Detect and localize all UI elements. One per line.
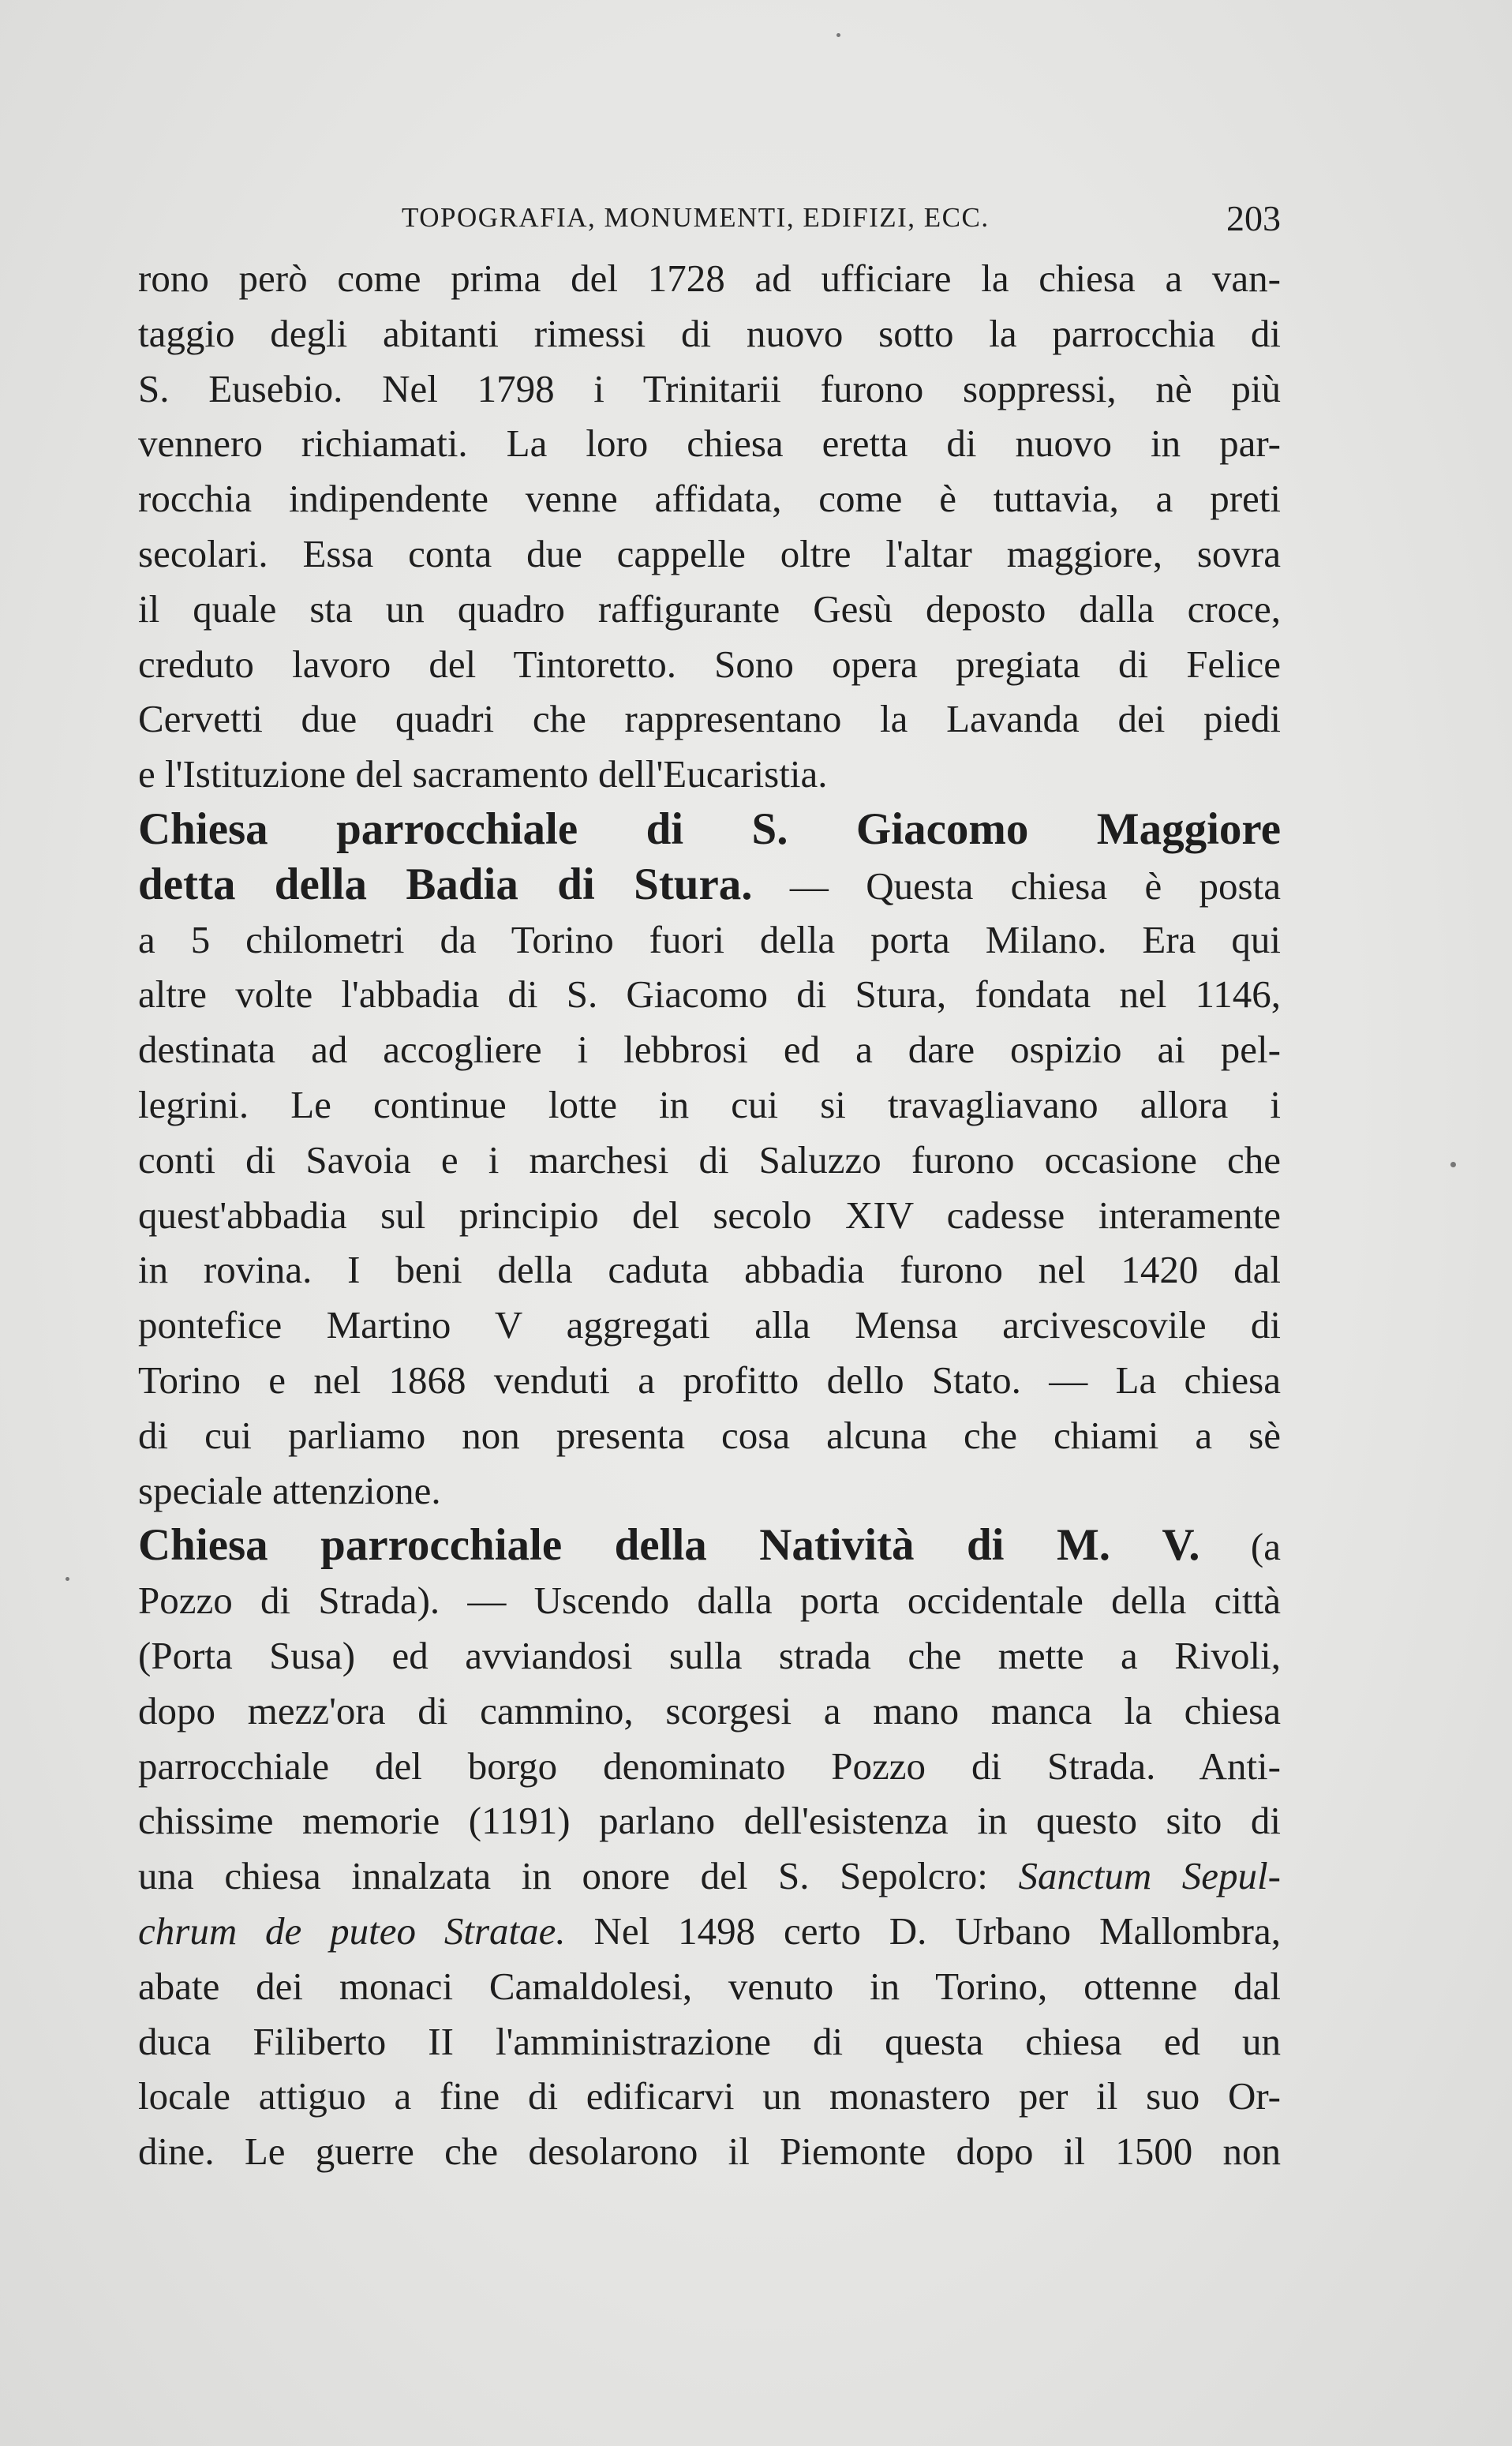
paper-speck [1450, 1162, 1456, 1167]
text-line: il quale sta un quadro raffigurante Gesù deposto dalla croce, [138, 586, 1281, 631]
section-heading-nativita: Chiesa parrocchiale della Natività di M. V. [138, 1520, 1200, 1571]
text-line: altre volte l'abbadia di S. Giacomo di Stura, fondata nel 1146, [138, 972, 1281, 1017]
text-line: pontefice Martino V aggregati alla Mensa arcivescovile di [138, 1303, 1281, 1347]
italic-latin-phrase: Sanctum Sepul- [1018, 1854, 1281, 1898]
text-fragment: — Questa chiesa è posta [752, 863, 1281, 908]
body-text [138, 251, 1281, 2179]
text-line: dine. Le guerre che desolarono il Piemonte dopo il 1500 non [138, 2129, 1281, 2174]
text-line: taggio degli abitanti rimessi di nuovo sotto la parrocchia di [138, 311, 1281, 355]
text-line: duca Filiberto II l'amministrazione di questa chiesa ed un [138, 2019, 1281, 2063]
text-line: quest'abbadia sul principio del secolo XIV cadesse interamente [138, 1193, 1281, 1237]
text-line: parrocchiale del borgo denominato Pozzo di Strada. Anti- [138, 1744, 1281, 1788]
text-line: Torino e nel 1868 venduti a profitto dello Stato. — La chiesa [138, 1358, 1281, 1402]
text-fragment: una chiesa innalzata in onore del S. Sepolcro: [138, 1854, 988, 1898]
text-line: chissime memorie (1191) parlano dell'esistenza in questo sito di [138, 1799, 1281, 1843]
section-heading-line [138, 1518, 1281, 1573]
text-line: dopo mezz'ora di cammino, scorgesi a mano manca la chiesa [138, 1688, 1281, 1732]
text-line: e l'Istituzione del sacramento dell'Eucaristia. [138, 752, 828, 796]
text-line: a 5 chilometri da Torino fuori della porta Milano. Era qui [138, 917, 1281, 961]
text-line: rocchia indipendente venne affidata, come è tuttavia, a preti [138, 477, 1281, 521]
text-line: (Porta Susa) ed avviandosi sulla strada che mette a Rivoli, [138, 1633, 1281, 1677]
italic-latin-phrase: chrum de puteo Stratae. [138, 1908, 566, 1953]
header-title: TOPOGRAFIA, MONUMENTI, EDIFIZI, ECC. [402, 202, 990, 233]
text-line: speciale attenzione. [138, 1468, 441, 1512]
text-line: legrini. Le continue lotte in cui si travagliavano allora i [138, 1082, 1281, 1126]
text-line: rono però come prima del 1728 ad ufficiare la chiesa a van- [138, 257, 1281, 300]
text-line: di cui parliamo non presenta cosa alcuna che chiami a sè [138, 1413, 1281, 1457]
section-heading-badia-di-stura: detta della Badia di Stura. [138, 859, 753, 909]
text-line: destinata ad accogliere i lebbrosi ed a dare ospizio ai pel- [138, 1028, 1281, 1072]
text-line: conti di Savoia e i marchesi di Saluzzo furono occasione che [138, 1137, 1281, 1182]
text-fragment: Nel 1498 certo D. Urbano Mallombra, [565, 1908, 1281, 1953]
text-line: abate dei monaci Camaldolesi, venuto in Torino, ottenne dal [138, 1964, 1281, 2008]
text-line [138, 1904, 1281, 1959]
text-fragment: (a [1199, 1525, 1281, 1569]
section-heading-line [138, 857, 1281, 912]
text-line: vennero richiamati. La loro chiesa eretta di nuovo in par- [138, 421, 1281, 466]
text-line: Pozzo di Strada). — Uscendo dalla porta occidentale della città [138, 1579, 1281, 1623]
text-line: creduto lavoro del Tintoretto. Sono opera pregiata di Felice [138, 642, 1281, 686]
text-line [138, 1849, 1281, 1904]
page-number: 203 [1226, 198, 1281, 238]
section-heading-line [138, 802, 1281, 857]
text-line: secolari. Essa conta due cappelle oltre l'altar maggiore, sovra [138, 531, 1281, 575]
text-line: in rovina. I beni della caduta abbadia furono nel 1420 dal [138, 1248, 1281, 1292]
section-heading-s-giacomo: Chiesa parrocchiale di S. Giacomo Maggiore [138, 803, 1281, 854]
paper-speck [65, 1577, 69, 1581]
running-header [138, 197, 1281, 242]
text-line: Cervetti due quadri che rappresentano la Lavanda dei piedi [138, 697, 1281, 741]
text-line: locale attiguo a fine di edificarvi un monastero per il suo Or- [138, 2074, 1281, 2118]
text-line: S. Eusebio. Nel 1798 i Trinitarii furono soppressi, nè più [138, 366, 1281, 410]
paper-speck [836, 33, 840, 37]
